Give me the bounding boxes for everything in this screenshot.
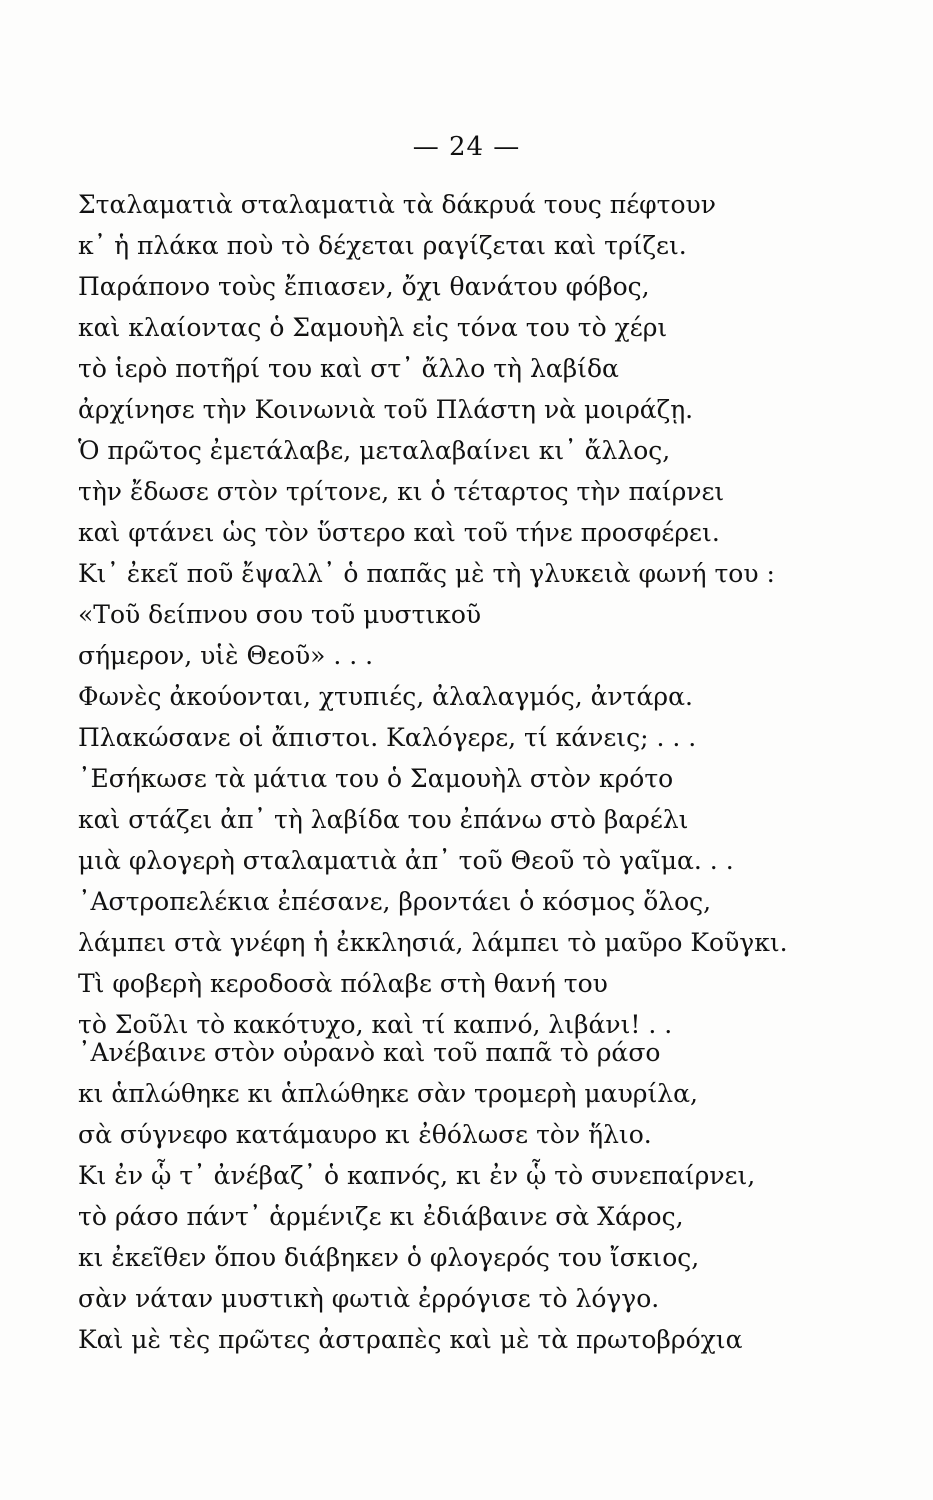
verse-line: καὶ κλαίοντας ὁ Σαμουὴλ εἰς τόνα του τὸ χέρι	[78, 313, 668, 342]
verse-line: ᾿Εσήκωσε τὰ μάτια του ὁ Σαμουὴλ στὸν κρότο	[78, 764, 674, 793]
verse-line: τὴν ἔδωσε στὸν τρίτονε, κι ὁ τέταρτος τὴν παίρνει	[78, 477, 725, 506]
verse-line: μιὰ φλογερὴ σταλαματιὰ ἀπ᾿ τοῦ Θεοῦ τὸ γαῖμα. . .	[78, 846, 734, 875]
stanza	[78, 184, 788, 1045]
verse-line: Τὶ φοβερὴ κεροδοσὰ πόλαβε στὴ θανή του	[78, 969, 608, 998]
page-number: — 24 —	[412, 132, 521, 162]
verse-line: ᾿Ανέβαινε στὸν οὐρανὸ καὶ τοῦ παπᾶ τὸ ράσο	[78, 1038, 661, 1067]
verse-line: Καὶ μὲ τὲς πρῶτες ἀστραπὲς καὶ μὲ τὰ πρωτοβρόχια	[78, 1325, 743, 1354]
verse-line: καὶ φτάνει ὡς τὸν ὕστερο καὶ τοῦ τήνε προσφέρει.	[78, 518, 720, 547]
verse-line: σήμερον, υἱὲ Θεοῦ» . . .	[78, 641, 374, 670]
verse-line: σὰ σύγνεφο κατάμαυρο κι ἐθόλωσε τὸν ἥλιο.	[78, 1120, 652, 1149]
verse-line: Κι ἐν ᾧ τ᾿ ἀνέβαζ᾿ ὁ καπνός, κι ἐν ᾧ τὸ συνεπαίρνει,	[78, 1161, 756, 1190]
verse-line: κι ἁπλώθηκε κι ἁπλώθηκε σὰν τρομερὴ μαυρίλα,	[78, 1079, 698, 1108]
verse-line: «Τοῦ δείπνου σου τοῦ μυστικοῦ	[78, 600, 482, 629]
verse-line: ἀρχίνησε τὴν Κοινωνιὰ τοῦ Πλάστη νὰ μοιράζῃ.	[78, 395, 694, 424]
verse-line: κι ἐκεῖθεν ὅπου διάβηκεν ὁ φλογερός του ἴσκιος,	[78, 1243, 700, 1272]
verse-line: Φωνὲς ἀκούονται, χτυπιές, ἀλαλαγμός, ἀντάρα.	[78, 682, 693, 711]
verse-line: τὸ Σοῦλι τὸ κακότυχο, καὶ τί καπνό, λιβάνι! . .	[78, 1010, 673, 1039]
verse-line: Παράπονο τοὺς ἔπιασεν, ὄχι θανάτου φόβος,	[78, 272, 650, 301]
verse-line: σὰν νάταν μυστικὴ φωτιὰ ἐρρόγισε τὸ λόγγο.	[78, 1284, 660, 1313]
verse-line: κ᾿ ἡ πλάκα ποὺ τὸ δέχεται ραγίζεται καὶ τρίζει.	[78, 231, 687, 260]
verse-line: καὶ στάζει ἀπ᾿ τὴ λαβίδα του ἐπάνω στὸ βαρέλι	[78, 805, 689, 834]
verse-line: Σταλαματιὰ σταλαματιὰ τὰ δάκρυά τους πέφτουν	[78, 190, 716, 219]
stanza	[78, 1032, 755, 1360]
verse-line: τὸ ράσο πάντ᾿ ἁρμένιζε κι ἐδιάβαινε σὰ Χάρος,	[78, 1202, 684, 1231]
verse-line: ᾿Αστροπελέκια ἐπέσανε, βροντάει ὁ κόσμος ὅλος,	[78, 887, 712, 916]
verse-line: Πλακώσανε οἱ ἄπιστοι. Καλόγερε, τί κάνεις; . . .	[78, 723, 697, 752]
verse-line: Κι᾿ ἐκεῖ ποῦ ἔψαλλ᾿ ὁ παπᾶς μὲ τὴ γλυκειὰ φωνή του :	[78, 559, 775, 588]
verse-line: Ὁ πρῶτος ἐμετάλαβε, μεταλαβαίνει κι᾿ ἄλλος,	[78, 436, 671, 465]
verse-line: τὸ ἱερὸ ποτῆρί του καὶ στ᾿ ἄλλο τὴ λαβίδα	[78, 354, 619, 383]
verse-line: λάμπει στὰ γνέφη ἡ ἐκκλησιά, λάμπει τὸ μαῦρο Κοῦγκι.	[78, 928, 788, 957]
